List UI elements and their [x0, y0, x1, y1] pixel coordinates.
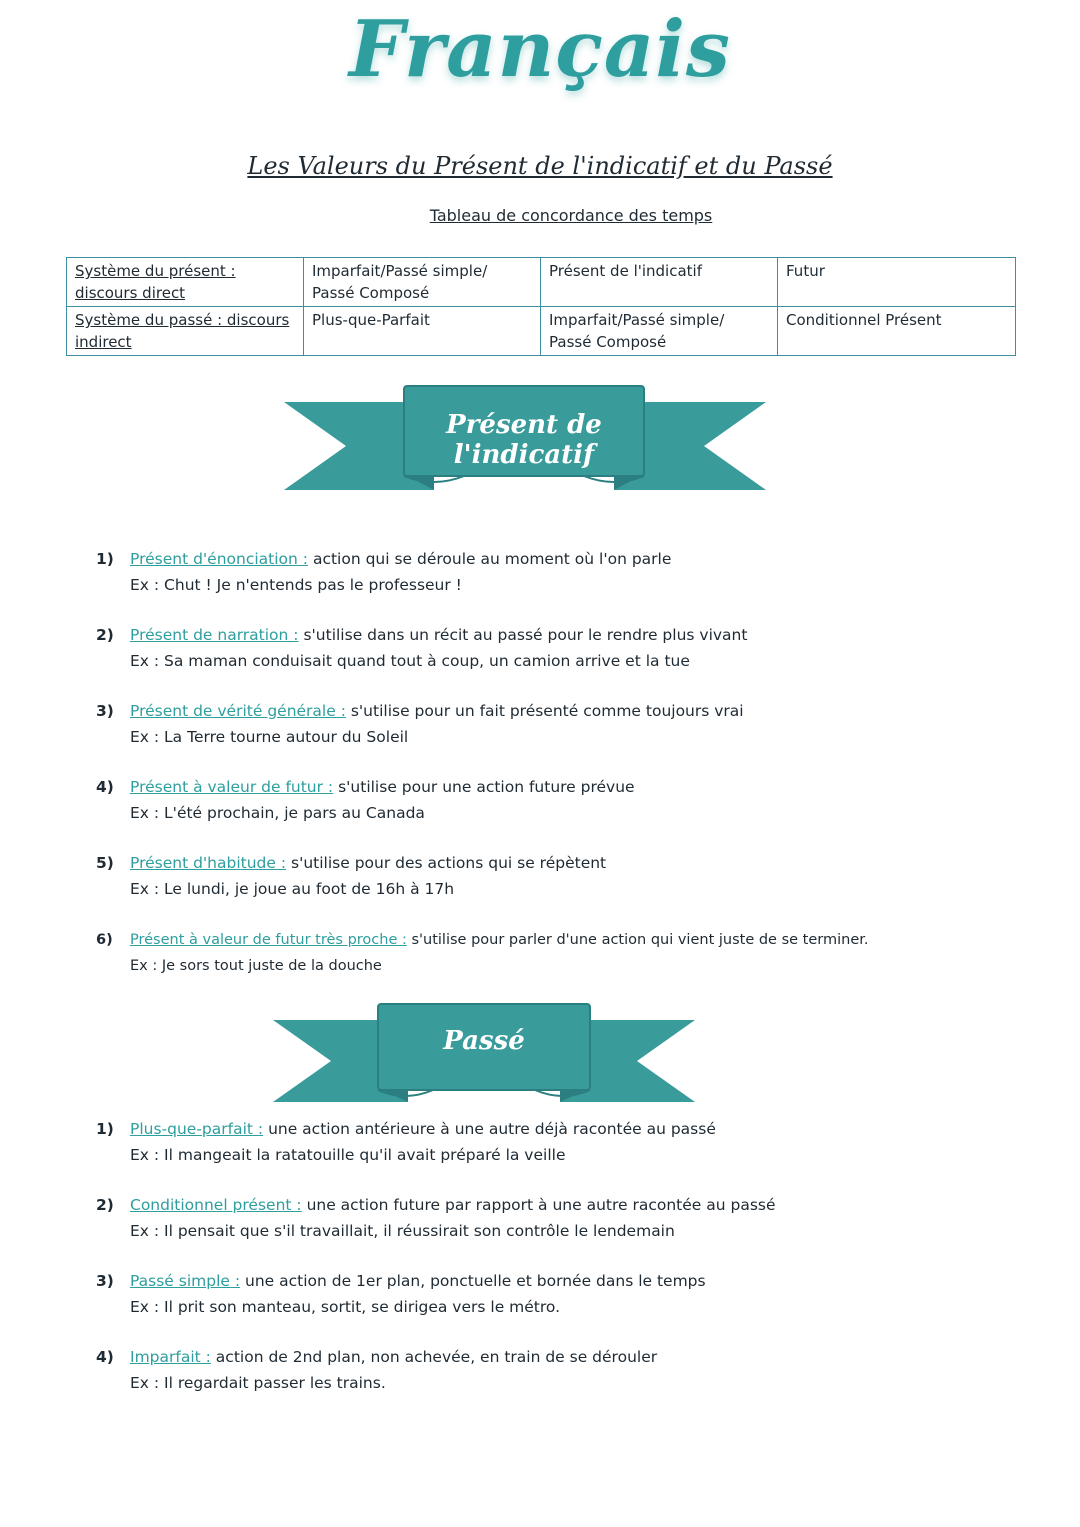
- banner-label: Présent de l'indicatif: [446, 410, 602, 470]
- table-cell: Système du présent : discours direct: [67, 258, 304, 307]
- list-item: 3) Passé simple : une action de 1er plan, ponctuelle et bornée dans le temps Ex : Il prit son manteau, sortit, se dirigea vers le métro.: [96, 1272, 706, 1316]
- table-cell: Conditionnel Présent: [778, 307, 1016, 356]
- table-row: [67, 258, 1016, 307]
- concordance-table: [66, 257, 1016, 356]
- banner-passe: [273, 1002, 695, 1104]
- table-cell: Futur: [778, 258, 1016, 307]
- table-cell: Présent de l'indicatif: [541, 258, 778, 307]
- list-item: 2) Conditionnel présent : une action future par rapport à une autre racontée au passé Ex : Il pensait que s'il travaillait, il réussirait son contrôle le lendemain: [96, 1196, 776, 1240]
- list-item: 1) Présent d'énonciation : action qui se déroule au moment où l'on parle Ex : Chut ! Je n'entends pas le professeur !: [96, 550, 672, 594]
- list-item: 2) Présent de narration : s'utilise dans un récit au passé pour le rendre plus vivant Ex : Sa maman conduisait quand tout à coup, un camion arrive et la tue: [96, 626, 748, 670]
- table-cell: Système du passé : discours indirect: [67, 307, 304, 356]
- list-item: 3) Présent de vérité générale : s'utilise pour un fait présenté comme toujours vrai Ex : La Terre tourne autour du Soleil: [96, 702, 744, 746]
- list-item: 1) Plus-que-parfait : une action antérieure à une autre déjà racontée au passé Ex : Il mangeait la ratatouille qu'il avait préparé la veille: [96, 1120, 716, 1164]
- table-title: Tableau de concordance des temps: [429, 206, 713, 225]
- list-item: 4) Imparfait : action de 2nd plan, non achevée, en train de se dérouler Ex : Il regardait passer les trains.: [96, 1348, 658, 1392]
- banner-label: Passé: [443, 1026, 525, 1056]
- list-item: 4) Présent à valeur de futur : s'utilise pour une action future prévue Ex : L'été prochain, je pars au Canada: [96, 778, 635, 822]
- list-item: 5) Présent d'habitude : s'utilise pour des actions qui se répètent Ex : Le lundi, je joue au foot de 16h à 17h: [96, 854, 607, 898]
- table-cell: Imparfait/Passé simple/ Passé Composé: [541, 307, 778, 356]
- page-title: Français: [349, 4, 731, 95]
- table-cell: Imparfait/Passé simple/ Passé Composé: [304, 258, 541, 307]
- page-subtitle: Les Valeurs du Présent de l'indicatif et du Passé: [247, 152, 833, 180]
- table-row: [67, 307, 1016, 356]
- list-item: 6) Présent à valeur de futur très proche : s'utilise pour parler d'une action qui vient juste de se terminer. Ex : Je sors tout juste de la douche: [96, 932, 869, 974]
- table-cell: Plus-que-Parfait: [304, 307, 541, 356]
- banner-present: [284, 384, 766, 494]
